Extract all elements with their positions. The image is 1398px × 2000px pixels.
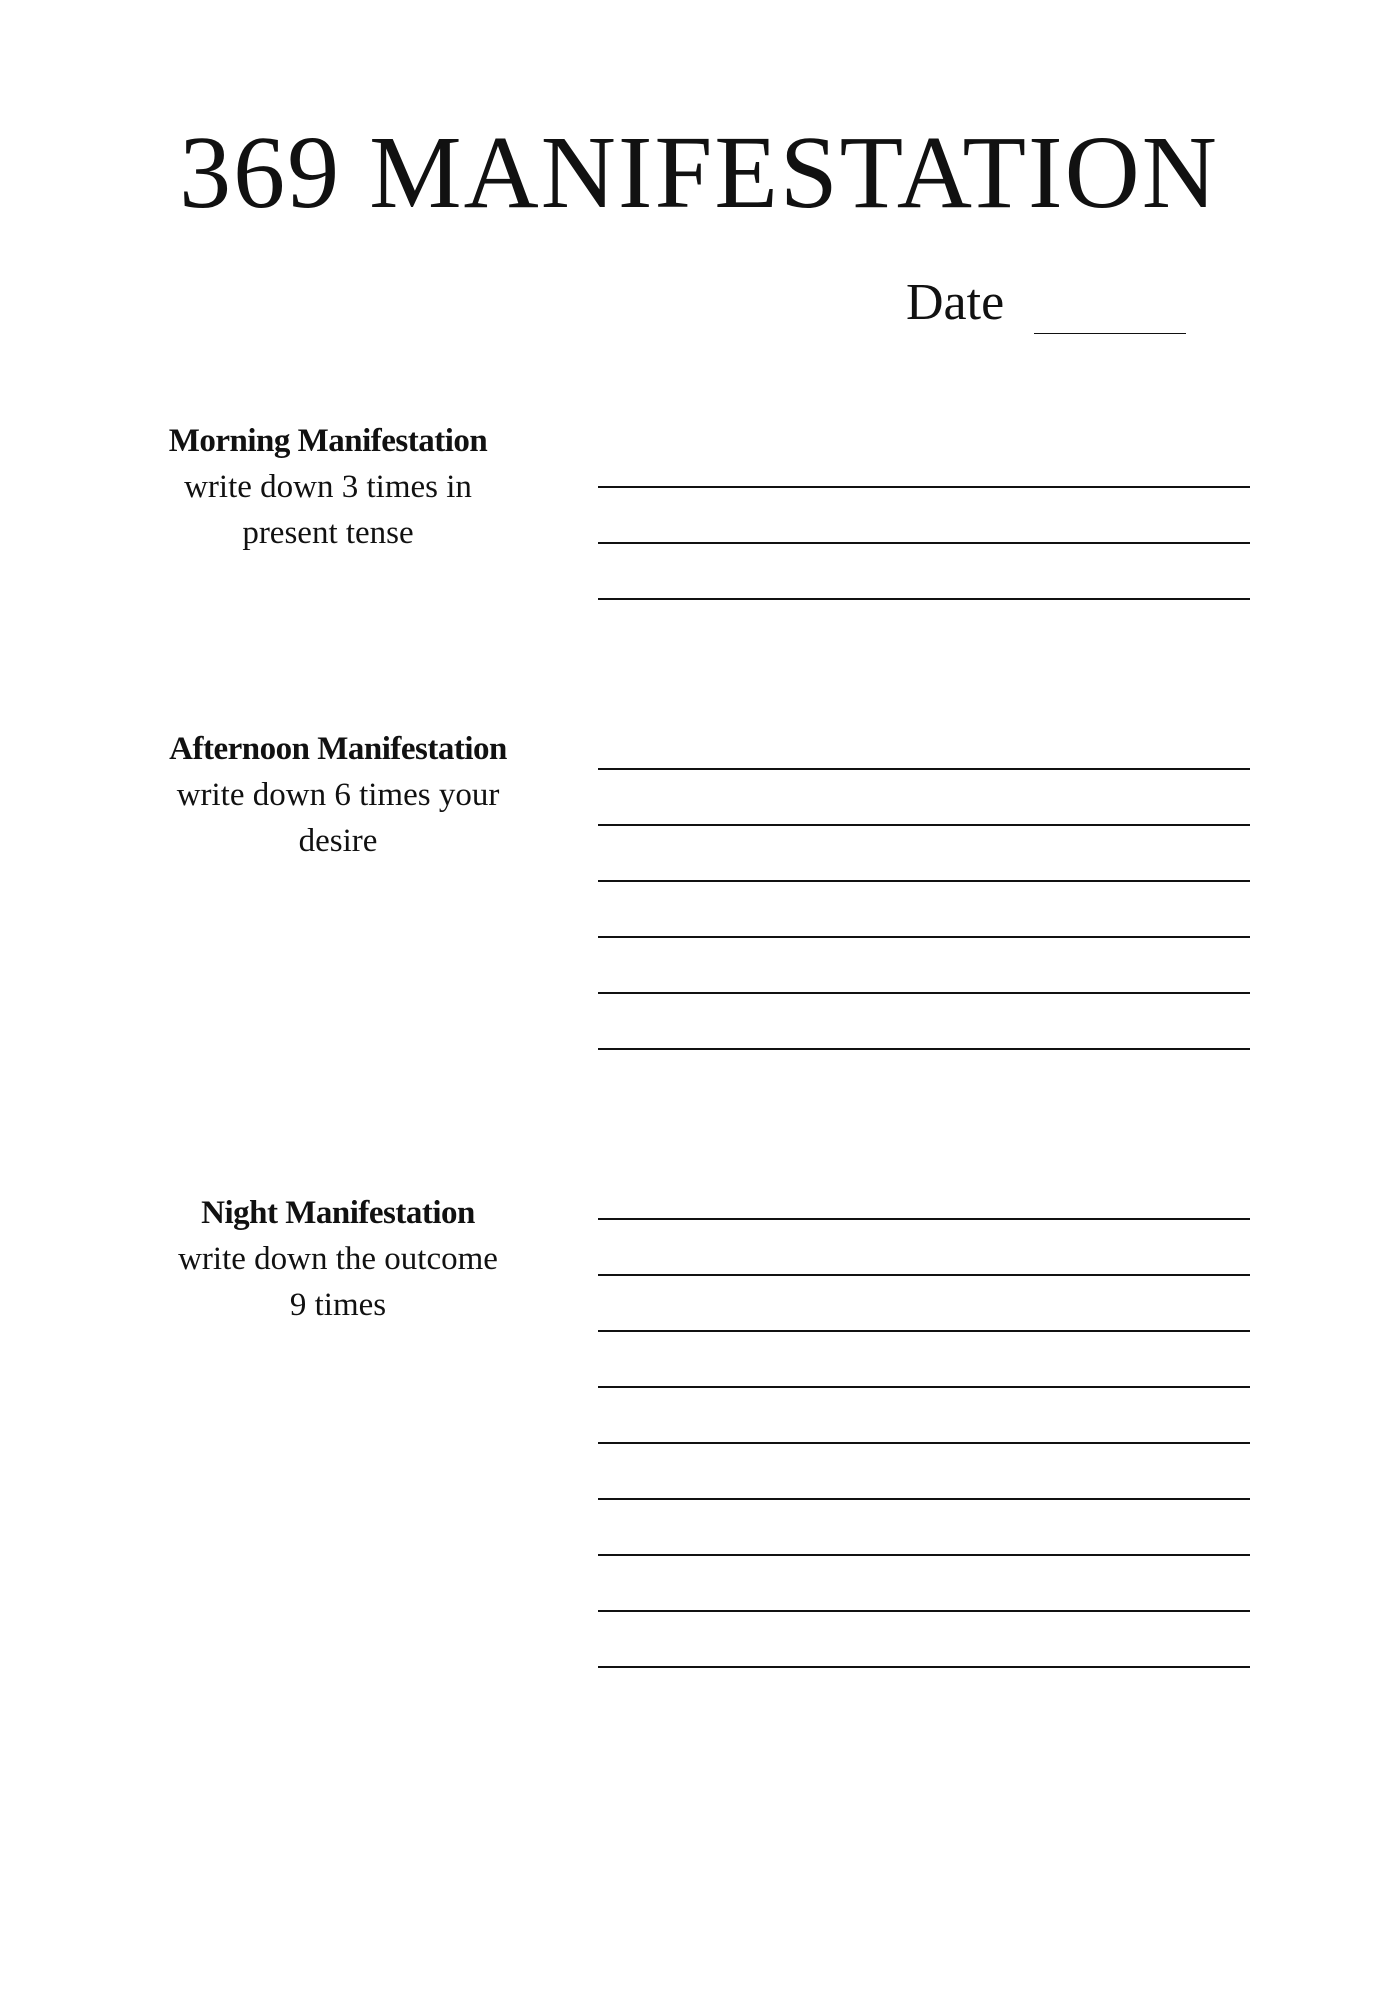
night-heading: Night Manifestation: [201, 1195, 475, 1231]
date-label: Date: [906, 274, 1005, 331]
night-write-line[interactable]: [598, 1610, 1250, 1612]
morning-section-label: [108, 418, 548, 556]
afternoon-write-line[interactable]: [598, 768, 1250, 770]
afternoon-write-line[interactable]: [598, 824, 1250, 826]
afternoon-write-line[interactable]: [598, 992, 1250, 994]
night-write-line[interactable]: [598, 1330, 1250, 1332]
night-write-line[interactable]: [598, 1442, 1250, 1444]
night-instruction-line2: 9 times: [289, 1287, 387, 1323]
afternoon-write-line[interactable]: [598, 880, 1250, 882]
night-write-line[interactable]: [598, 1666, 1250, 1668]
afternoon-write-line[interactable]: [598, 1048, 1250, 1050]
morning-write-line[interactable]: [598, 486, 1250, 488]
night-write-line[interactable]: [598, 1498, 1250, 1500]
morning-write-line[interactable]: [598, 542, 1250, 544]
morning-write-line[interactable]: [598, 598, 1250, 600]
morning-heading: Morning Manifestation: [168, 423, 488, 459]
night-write-line[interactable]: [598, 1274, 1250, 1276]
night-section-label: [118, 1190, 558, 1328]
afternoon-section-label: [118, 726, 558, 864]
night-instruction-line1: write down the outcome: [178, 1241, 498, 1277]
morning-instruction-line2: present tense: [242, 515, 414, 551]
page-title: 369 MANIFESTATION: [179, 115, 1219, 230]
afternoon-instruction-line2: desire: [298, 823, 378, 859]
afternoon-heading: Afternoon Manifestation: [169, 731, 507, 767]
afternoon-instruction-line1: write down 6 times your: [176, 777, 500, 813]
night-write-line[interactable]: [598, 1218, 1250, 1220]
morning-instruction-line1: write down 3 times in: [184, 469, 472, 505]
date-write-line[interactable]: [1034, 333, 1186, 334]
night-write-line[interactable]: [598, 1554, 1250, 1556]
night-write-line[interactable]: [598, 1386, 1250, 1388]
afternoon-write-line[interactable]: [598, 936, 1250, 938]
